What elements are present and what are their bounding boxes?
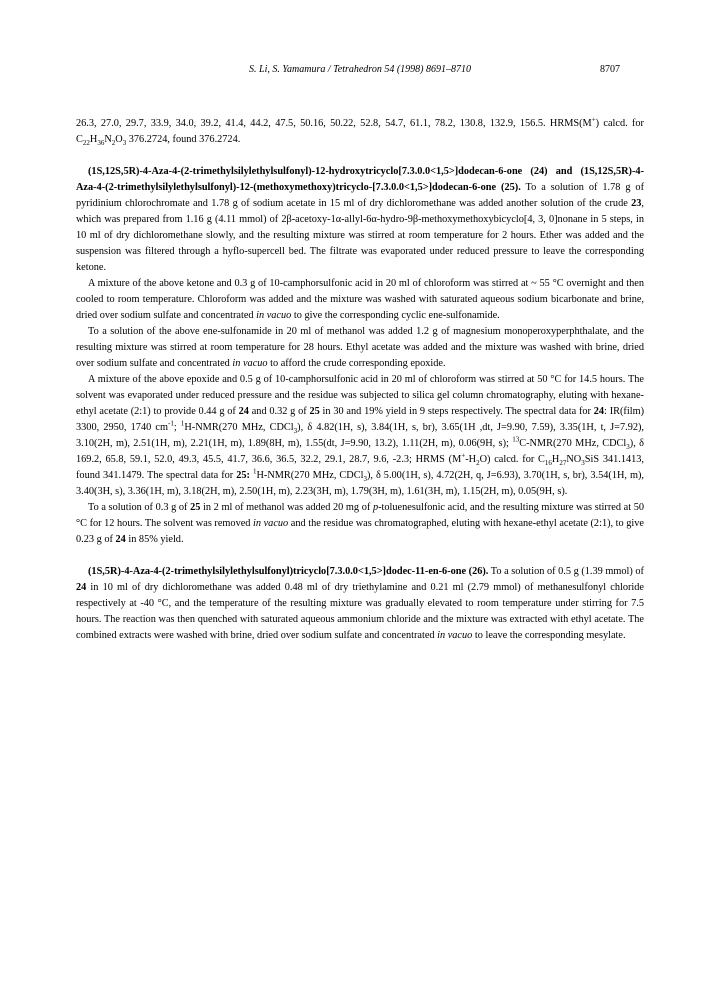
paragraph-gap <box>76 148 644 164</box>
nmr-data-continuation: 26.3, 27.0, 29.7, 33.9, 34.0, 39.2, 41.4, 44.2, 47.5, 50.16, 50.22, 52.8, 54.7, 61.1, 78.2, 130.8, 132.9, 156.5. HRMS(M+) calcd. for $C_{22}H_{36}N_2O_3$ 376.2724, found 376.2724. <box>76 115 644 148</box>
paragraph-conversion-25-to-24: To a solution of 0.3 g of 25 in 2 ml of methanol was added 20 mg of p-toluenesulfonic acid, and the resulting mixture was stirred at 50 °C for 12 hours. The solvent was removed in vacuo and the residue was chromatographed, eluting with hexane-ethyl acetate (2:1), to give 0.23 g of 24 in 85% yield. <box>76 502 644 545</box>
paragraph-epoxide: To a solution of the above ene-sulfonamide in 20 ml of methanol was added 1.2 g of magnesium monoperoxyperphthalate, and the resulting mixture was stirred at room temperature for 28 hours. Ethyl acetate was added and the mixture was washed with brine, dried over sodium sulfate and concentrated in vacuo to afford the crude corresponding epoxide. <box>76 326 644 369</box>
running-title: S. Li, S. Yamamura / Tetrahedron 54 (1998) 8691–8710 <box>249 64 471 75</box>
experimental-paragraph-26: (1S,5R)-4-Aza-4-(2-trimethylsilylethylsulfonyl)tricyclo[7.3.0.0<1,5>]dodec-11-en-6-one (26). To a solution of 0.5 g (1.39 mmol) of 24 in 10 ml of dry dichloromethane was added 0.48 ml of dry triethylamine and 0.21 ml (2.79 mmol) of methanesulfonyl chloride respectively at -40 °C, and the temperature of the resulting mixture was gradually elevated to room temperature under stirring for 7.5 hours. The reaction was then quenched with saturated aqueous ammonium chloride and the mixture was extracted with ethyl acetate. The combined extracts were washed with brine, dried over sodium sulfate and concentrated in vacuo to leave the corresponding mesylate. <box>76 566 644 641</box>
experimental-paragraph-24-25: (1S,12S,5R)-4-Aza-4-(2-trimethylsilylethylsulfonyl)-12-hydroxytricyclo[7.3.0.0<1,5>]dodecan-6-one (24) and (1S,12S,5R)-4-Aza-4-(2-trimethylsilylethylsulfonyl)-12-(methoxymethoxy)tricyclo-[7.3.0.0<1,5>]dodecan-6-one (25). To a solution of 1.78 g of pyridinium chlorochromate and 1.78 g of sodium acetate in 15 ml of dry dichloromethane was added another solution of the crude 23, which was prepared from 1.16 g (4.11 mmol) of 2β-acetoxy-1α-allyl-6α-hydro-9β-methoxymethoxybicyclo[4, 3, 0]nonane in 5 steps, in 10 ml of dry dichloromethane slowly, and the resulting mixture was stirred at room temperature for 2 hours. Ether was added and the suspension was filtered through a hyflo-supercell bed. The filtrate was evaporated under reduced pressure to leave the corresponding ketone. <box>76 166 644 273</box>
paragraph-ene-sulfonamide: A mixture of the above ketone and 0.3 g of 10-camphorsulfonic acid in 20 ml of chloroform was stirred at ~ 55 °C overnight and then cooled to room temperature. Chloroform was added and the mixture was washed with saturated aqueous sodium bicarbonate and brine, dried over sodium sulfate and concentrated in vacuo to give the corresponding cyclic ene-sulfonamide. <box>76 278 644 321</box>
paragraph-spectral-data: A mixture of the above epoxide and 0.5 g of 10-camphorsulfonic acid in 20 ml of chloroform was stirred at 50 °C for 14.5 hours. The solvent was evaporated under reduced pressure and the residue was subjected to silica gel column chromatography, eluting with hexane-ethyl acetate (2:1) to provide 0.44 g of 24 and 0.32 g of 25 in 30 and 19% yield in 9 steps respectively. The spectral data for 24: IR(film) 3300, 2950, 1740 $cm^{-1}$; $^1$H-NMR(270 MHz, CDCl$_3$), δ 4.82(1H, s), 3.84(1H, s, br), 3.65(1H ,dt, J=9.90, 7.59), 3.35(1H, t, J=7.92), 3.10(2H, m), 2.51(1H, m), 2.21(1H, m), 1.89(8H, m), 1.55(dt, J=9.90, 13.2), 1.11(2H, m), 0.06(9H, s); $^{13}$C-NMR(270 MHz, CDCl$_3$), δ 169.2, 65.8, 59.1, 52.0, 49.3, 45.5, 41.7, 36.6, 36.5, 32.2, 29.1, 28.7, 9.6, -2.3; HRMS $(M^+-H_2O)$ calcd. for $C_{16}H_{27}NO_3SiS$ 341.1413, found 341.1479. The spectral data for 25: $^1$H-NMR(270 MHz, CDCl$_3$), δ 5.00(1H, s), 4.72(2H, q, J=6.93), 3.70(1H, s, br), 3.54(1H, m), 3.40(3H, s), 3.36(1H, m), 3.18(2H, m), 2.50(1H, m), 2.23(3H, m), 1.79(3H, m), 1.61(3H, m), 1.15(2H, m), 0.05(9H, s). <box>76 374 645 497</box>
compound-heading-24-25: (1S,12S,5R)-4-Aza-4-(2-trimethylsilylethylsulfonyl)-12-hydroxytricyclo[7.3.0.0<1,5>]dodecan-6-one (24) and (1S,12S,5R)-4-Aza-4-(2-trimethylsilylethylsulfonyl)-12-(methoxymethoxy)tricyclo-[7.3.0.0<1,5>]dodecan-6-one (25). <box>76 166 644 193</box>
compound-heading-26: (1S,5R)-4-Aza-4-(2-trimethylsilylethylsulfonyl)tricyclo[7.3.0.0<1,5>]dodec-11-en-6-one (26). <box>88 566 489 577</box>
paragraph-gap <box>76 548 644 564</box>
article-body <box>76 116 644 644</box>
page-number: 8707 <box>600 64 620 75</box>
